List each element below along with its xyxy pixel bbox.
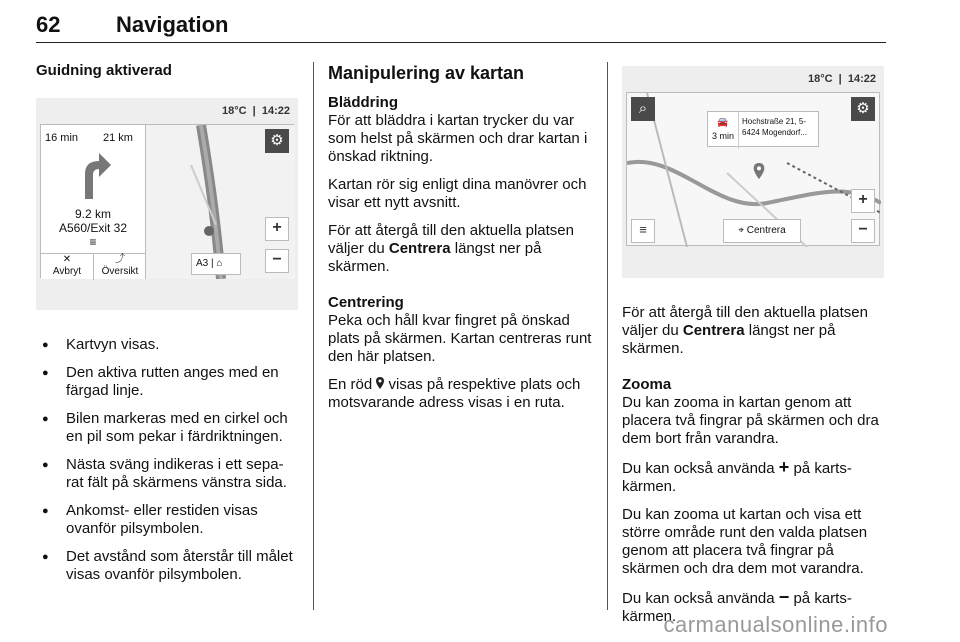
eta-box: 🚘 3 min bbox=[708, 112, 739, 149]
text: visas på respektive plats och motsvarande adress visas i en ruta. bbox=[328, 376, 581, 411]
section-heading: Guidning aktiverad bbox=[36, 62, 172, 79]
subsection-heading: Centrering bbox=[328, 294, 404, 311]
turn-arrow-icon bbox=[75, 149, 115, 199]
menu-icon[interactable]: ≡ bbox=[631, 219, 655, 243]
text: För att återgå till den aktuella platsen väljer du bbox=[328, 222, 574, 257]
subsection-heading: Bläddring bbox=[328, 94, 398, 111]
center-button[interactable]: ⌖ Centrera bbox=[723, 219, 801, 243]
clock: 14:22 bbox=[847, 73, 876, 85]
centrera-term: Centrera bbox=[682, 322, 745, 339]
road-label: A3 bbox=[196, 258, 209, 269]
address-popup[interactable] bbox=[707, 111, 819, 147]
eta: 3 min bbox=[711, 131, 734, 141]
address-text bbox=[742, 116, 807, 138]
paragraph: Du kan zooma ut kartan och visa ett större område runt den valda platsen genom att placera två fingrar på skärmen och dra dem mot varandra. bbox=[622, 506, 868, 577]
plus-icon: + bbox=[778, 457, 790, 477]
map-screen bbox=[626, 92, 880, 246]
list-item: ● Ankomst- eller restiden visas ovanför pilsymbolen. bbox=[36, 502, 298, 538]
road-info-button[interactable]: A3 | ⌂ bbox=[191, 253, 241, 275]
text: För att återgå till den aktuella platsen väljer du bbox=[622, 304, 868, 339]
zoom-out-button[interactable]: − bbox=[265, 249, 289, 273]
overview-button[interactable]: ⤴ Översikt bbox=[93, 253, 146, 280]
column-divider bbox=[607, 62, 608, 610]
address-line: 6424 Mogendorf... bbox=[742, 128, 807, 137]
text: på karts-kärmen. bbox=[622, 460, 852, 495]
column-divider bbox=[313, 62, 314, 610]
cancel-label: Avbryt bbox=[52, 266, 82, 277]
column-2 bbox=[328, 62, 594, 422]
list-item: ● Den aktiva rutten anges med en färgad linje. bbox=[36, 364, 298, 400]
column-1 bbox=[36, 62, 298, 594]
clock: 14:22 bbox=[261, 105, 290, 117]
list-item: ● Bilen markeras med en cirkel och en pil som pekar i färdriktningen. bbox=[36, 410, 298, 446]
nav-screen bbox=[40, 124, 294, 278]
list-icon[interactable]: ≡ bbox=[89, 235, 97, 249]
minus-icon: − bbox=[778, 587, 790, 607]
paragraph: För att bläddra i kartan trycker du var som helst på skärmen och drar kartan i önskad riktning. bbox=[328, 112, 588, 165]
screenshot-guidance bbox=[36, 98, 298, 310]
text: Du kan också använda bbox=[622, 590, 779, 607]
maneuver-panel bbox=[41, 125, 146, 279]
watermark: carmanualsonline.info bbox=[663, 612, 888, 637]
remaining-distance: 21 km bbox=[103, 132, 133, 144]
centrera-term: Centrera bbox=[388, 240, 451, 257]
zoom-in-button[interactable]: + bbox=[851, 189, 875, 213]
cancel-button[interactable]: ✕ Avbryt bbox=[41, 253, 93, 280]
subsection-heading: Zooma bbox=[622, 376, 672, 393]
paragraph bbox=[622, 458, 888, 496]
paragraph: Du kan zooma in kartan genom att placera två fingrar på skärmen och dra dem bort från varandra. bbox=[622, 394, 879, 447]
next-maneuver-distance: 9.2 km bbox=[74, 207, 111, 221]
status-bar: 18°C | 14:22 bbox=[221, 105, 290, 117]
center-label: Centrera bbox=[746, 225, 786, 236]
location-pin-icon bbox=[753, 163, 765, 179]
paragraph: Peka och håll kvar fingret på önskad plats på skärmen. Kartan centreras runt den här platsen. bbox=[328, 312, 592, 365]
search-icon[interactable]: ⌕ bbox=[631, 97, 655, 121]
page-number: 62 bbox=[36, 12, 61, 37]
list-item: ● Det avstånd som återstår till målet visas ovanför pilsymbolen. bbox=[36, 548, 298, 584]
overview-label: Översikt bbox=[101, 266, 139, 277]
temperature: 18°C bbox=[807, 73, 833, 85]
text: En röd bbox=[328, 376, 377, 393]
address-line: Hochstraße 21, 5- bbox=[742, 117, 807, 126]
text: Du kan också använda bbox=[622, 460, 779, 477]
screenshot-map bbox=[622, 66, 884, 278]
paragraph: Kartan rör sig enligt dina manövrer och visar ett nytt avsnitt. bbox=[328, 176, 587, 211]
text: längst ner på skärmen. bbox=[622, 322, 836, 357]
paragraph bbox=[328, 222, 594, 276]
zoom-in-button[interactable]: + bbox=[265, 217, 289, 241]
list-item: ● Nästa sväng indikeras i ett sepa-rat fält på skärmens vänstra sida. bbox=[36, 456, 298, 492]
bullet-list bbox=[36, 336, 298, 584]
page-header bbox=[36, 12, 886, 43]
list-item: ● Kartvyn visas. bbox=[36, 336, 298, 354]
section-heading: Manipulering av kartan bbox=[328, 63, 525, 83]
text: på karts-kärmen. bbox=[622, 590, 852, 625]
status-bar: 18°C | 14:22 bbox=[807, 73, 876, 85]
text: längst ner på skärmen. bbox=[328, 240, 542, 275]
temperature: 18°C bbox=[221, 105, 247, 117]
remaining-time: 16 min bbox=[45, 132, 79, 144]
settings-gear-icon[interactable]: ⚙ bbox=[851, 97, 875, 121]
car-position-icon bbox=[204, 226, 214, 236]
page-title: Navigation bbox=[116, 12, 229, 37]
zoom-out-button[interactable]: − bbox=[851, 219, 875, 243]
next-exit: A560/Exit 32 bbox=[58, 221, 128, 235]
settings-gear-icon[interactable]: ⚙ bbox=[265, 129, 289, 153]
paragraph bbox=[622, 304, 888, 358]
column-3 bbox=[622, 62, 888, 636]
paragraph bbox=[328, 376, 594, 412]
